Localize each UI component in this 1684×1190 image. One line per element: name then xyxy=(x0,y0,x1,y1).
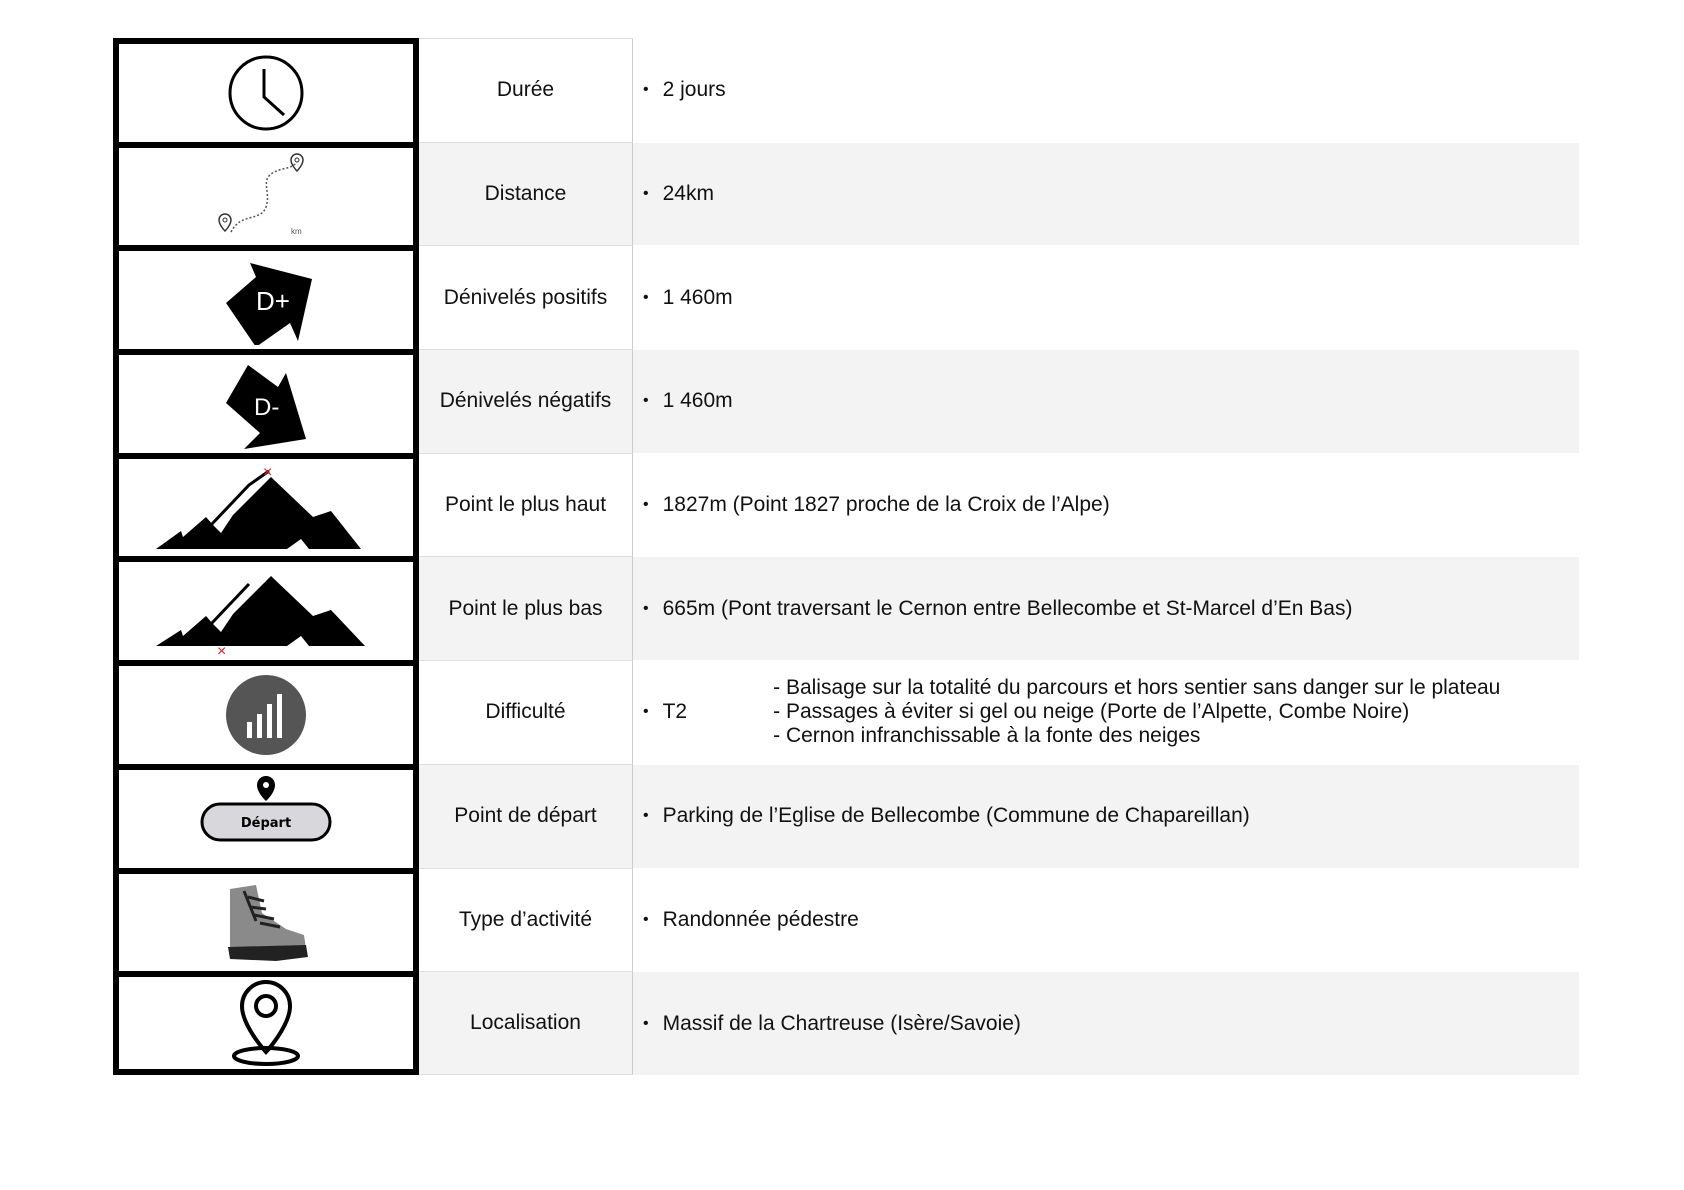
label: Difficulté xyxy=(419,660,633,764)
svg-text:D+: D+ xyxy=(256,286,290,317)
value: 2 jours xyxy=(662,78,726,102)
mountain-base-icon xyxy=(113,556,419,660)
label: Type d’activité xyxy=(419,868,633,972)
svg-text:Départ: Départ xyxy=(240,815,292,831)
svg-text:×: × xyxy=(217,643,227,657)
svg-text:×: × xyxy=(263,463,273,481)
note: - Balisage sur la totalité du parcours et hors sentier sans danger sur le plateau xyxy=(773,676,1501,700)
svg-text:D-: D- xyxy=(254,393,280,421)
start-point-icon xyxy=(113,764,419,868)
row-difficulte: Difficulté • T2 - Balisage sur la totalité du parcours et hors sentier sans danger sur le plateau - Passages à éviter si gel ou neige (Porte de l’Alpette, Combe Noire) - Cernon infranchissable à la fonte des neiges xyxy=(113,660,1579,764)
value: 1 460m xyxy=(662,285,733,309)
value: 1827m (Point 1827 proche de la Croix de l’Alpe) xyxy=(662,493,1110,517)
svg-text:km: km xyxy=(291,226,302,236)
label: Point le plus bas xyxy=(419,556,633,660)
label: Dénivelés positifs xyxy=(419,245,633,349)
value: 24km xyxy=(662,182,714,206)
location-pin-icon xyxy=(113,971,419,1075)
clock-icon xyxy=(113,38,419,142)
label: Durée xyxy=(419,38,633,142)
label: Distance xyxy=(419,142,633,246)
value: 665m (Pont traversant le Cernon entre Bellecombe et St-Marcel d’En Bas) xyxy=(662,596,1353,620)
note: - Cernon infranchissable à la fonte des neiges xyxy=(773,724,1201,748)
label: Point de départ xyxy=(419,764,633,868)
row-localisation: Localisation • Massif de la Chartreuse (Isère/Savoie) xyxy=(113,971,1579,1075)
value: Randonnée pédestre xyxy=(662,907,859,931)
row-denivele-positif: D+ Dénivelés positifs • 1 460m xyxy=(113,245,1579,349)
mountain-summit-icon xyxy=(113,453,419,557)
row-point-haut: × Point le plus haut • 1827m (Point 1827 proche de la Croix de l’Alpe) xyxy=(113,453,1579,557)
value: Massif de la Chartreuse (Isère/Savoie) xyxy=(662,1011,1021,1035)
route-distance-icon xyxy=(113,142,419,246)
elevation-loss-icon xyxy=(113,349,419,453)
label: Dénivelés négatifs xyxy=(419,349,633,453)
difficulty-icon xyxy=(113,660,419,764)
value: Parking de l’Eglise de Bellecombe (Commune de Chapareillan) xyxy=(662,804,1250,828)
hiking-boot-icon xyxy=(113,868,419,972)
row-point-bas: × Point le plus bas • 665m (Pont traversant le Cernon entre Bellecombe et St-Marcel d’En Bas) xyxy=(113,556,1579,660)
value: 1 460m xyxy=(662,389,733,413)
row-denivele-negatif: D- Dénivelés négatifs • 1 460m xyxy=(113,349,1579,453)
hike-info-table xyxy=(113,38,1579,1075)
note: - Passages à éviter si gel ou neige (Porte de l’Alpette, Combe Noire) xyxy=(773,700,1410,724)
value: T2 xyxy=(662,700,688,724)
label: Localisation xyxy=(419,971,633,1075)
row-duree: Durée • 2 jours xyxy=(113,38,1579,142)
row-distance: km Distance • 24km xyxy=(113,142,1579,246)
row-type-activite: Type d’activité • Randonnée pédestre xyxy=(113,868,1579,972)
difficulty-notes xyxy=(773,676,1500,748)
elevation-gain-icon xyxy=(113,245,419,349)
label: Point le plus haut xyxy=(419,453,633,557)
row-point-depart: Départ Point de départ • Parking de l’Eglise de Bellecombe (Commune de Chapareillan) xyxy=(113,764,1579,868)
